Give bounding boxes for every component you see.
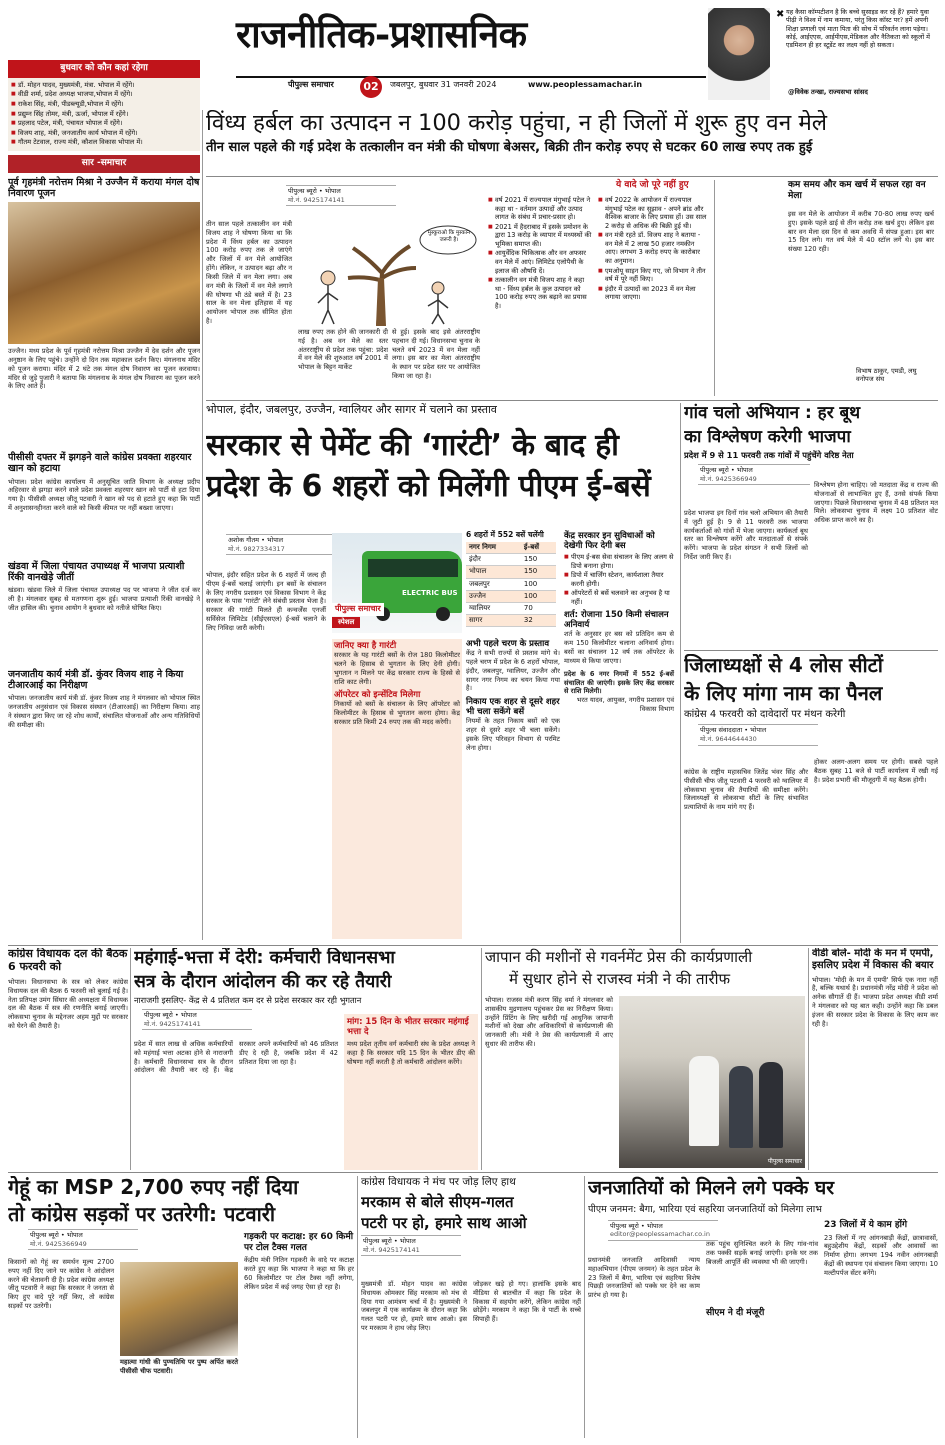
first-phase-box [466,639,560,939]
table-cell: जबलपुर [466,578,521,590]
promise-item: ■ इंदौर में उत्पादों का 2023 में वन मेला लगाया जाएगा। [598,285,708,302]
box-body: केंद्र ने सभी राज्यों से प्रस्ताव मांगे थे। पहले चरण में प्रदेश के 6 शहरों भोपाल, इंदौर, जबलपुर, ग्वालियर, उज्जैन और सागर नगर निगम का चयन किया गया है। [466,649,560,693]
box-title: मांग: 15 दिन के भीतर सरकार महंगाई भत्ता दे [347,1017,469,1038]
promise-item: ■ 2021 में हैदराबाद में इसके प्रमोशन के द्वारा 13 करोड़ के व्यापार में मध्यस्थों की भूमिका समाप्त की। [488,223,592,249]
markam-kicker: कांग्रेस विधायक ने मंच पर जोड़ लिए हाथ [361,1176,516,1188]
byline-name: पीपुल्स ब्यूरो • भोपाल [700,466,753,475]
schedule-item: ■ राकेश सिंह, मंत्री, पीडब्ल्यूडी,भोपाल में रहेंगे। [11,100,197,109]
quote-author: @विवेक तन्खा, राज्यसभा सांसद [788,88,868,96]
side-author: विभाष ठाकुर, एमडी, लघु वनोपज संघ [856,367,917,383]
bus-label-special: स्पेशल [332,617,360,628]
panel-headline: जिलाध्यक्षों से 4 लोस सीटों [684,654,883,677]
bus-table [466,531,556,627]
schedule-item: ■ गौतम टेटवाल, राज्य मंत्री, कौशल विकास भोपाल में। [11,138,197,147]
promises-list [488,196,592,311]
news-title: जनजातीय कार्य मंत्री डॉ. कुंवर विजय शाह ने किया टीआरआई का निरीक्षण [8,668,184,692]
press-body: भोपाल। राजस्व मंत्री करण सिंह वर्मा ने मंगलवार को शासकीय मुद्रणालय पहुंचकर प्रेस का निरीक्षण किया। उन्होंने प्रिंटिंग के लिए खरीदी गई आधुनिक जापानी मशीनों को देखा और अधिकारियों से कार्यप्रणाली की जानकारी ली। मंत्री ने प्रेस की कार्यप्रणाली में आए सुधार की तारीफ की। [485,996,613,1049]
promise-item: ■ वर्ष 2022 के आयोजन में राज्यपाल मंगुभाई पटेल का सुझाव - अपने ब्रांड और वैश्विक बाजार के लिए प्रयास हों। उस साल 2 करोड़ से अधिक की बिक्री हुई थी। [598,196,708,230]
news-body: भोपाल। 'मोदी के मन में एमपी' सिर्फ एक नारा नहीं है, बल्कि यथार्थ है। प्रधानमंत्री नरेंद्र मोदी ने प्रदेश को अनेक सौगातें दी हैं। भाजपा प्रदेश अध्यक्ष वीडी शर्मा ने मंगलवार को यह बात कही। उन्होंने कहा कि डबल इंजन की सरकार प्रदेश के विकास के लिए काम कर रही है। [812,975,938,1028]
byline [698,724,818,745]
cartoon-illustration [298,218,478,326]
da-headline: सत्र के दौरान आंदोलन की कर रहे तैयारी [134,971,392,992]
booth-body: प्रदेश भाजपा इन दिनों गांव चलो अभियान की तैयारी में जुटी हुई है। 9 से 11 फरवरी तक भाजपा कार्यकर्ताओं को गांवों में भेजा जाएगा। कार्यकर्ता बूथ स्तर का विश्लेषण करेंगे और मतदाताओं से संपर्क करेंगे। भाजपा के प्रदेश संगठन ने सभी जिलों को निर्देश जारी किए हैं। [684,509,808,562]
table-cell: 150 [521,566,556,578]
byline-mobile: मो.नं. 9827334317 [228,544,285,553]
wheat-body: किसानों को गेहूं का समर्थन मूल्य 2700 रुपए नहीं दिए जाने पर कांग्रेस ने आंदोलन करने की चेतावनी दी है। प्रदेश कांग्रेस अध्यक्ष जीतू पटवारी ने कहा कि सरकार ने जनता से किए हुए वादे पूरे नहीं किए, तो कांग्रेस सड़कों पर उतरेगी। [8,1258,114,1311]
da-body: प्रदेश में सात लाख से अधिक कर्मचारियों को महंगाई भत्ता अटका होने से नाराजगी है। कर्मचारी विधानसभा सत्र के दौरान आंदोलन की तैयारी कर रहे हैं। केंद्र सरकार अपने कर्मचारियों को 46 प्रतिशत डीए दे रही है, जबकि प्रदेश में 42 प्रतिशत दिया जा रहा है। [134,1040,338,1075]
box-body: सरकार के यह गारंटी बसों के रोज 180 किलोमीटर चलने के हिसाब से भुगतान के लिए देनी होगी। भुगतान न मिलने पर केंद्र सरकार राज्य के हिस्से से राशि काट लेगी। [334,651,460,686]
puja-photo [8,202,200,344]
wheat-photo [120,1262,238,1356]
cong-meeting-story [8,948,128,1170]
panel-headline: के लिए मांगा नाम का पैनल [684,680,883,705]
wheat-headline: गेहूं का MSP 2,700 रुपए नहीं दिया [8,1176,299,1199]
booth-headline: गांव चलो अभियान : हर बूथ [684,403,861,423]
side-title: कम समय और कम खर्च में सफल रहा वन मेला [788,180,926,201]
byline-name: पीपुल्स ब्यूरो • भोपाल [363,1237,416,1246]
byline-mobile: मो.नं. 9644644430 [700,734,757,743]
markam-headline: पटरी पर हो, हमारे साथ आओ [361,1213,527,1232]
ebus-headline: प्रदेश के 6 शहरों को मिलेंगी पीएम ई-बसें [206,468,651,504]
center-facilities [564,531,674,941]
news-title: कांग्रेस विधायक दल की बैठक 6 फरवरी को [8,948,128,973]
vd-story [812,948,938,1170]
markam-headline: मरकाम से बोले सीएम-गलत [361,1192,514,1211]
ebus-body: भोपाल, इंदौर सहित प्रदेश के 6 शहरों में जल्द ही पीएम ई-बसें चलाई जाएंगी। इन बसों के संचालन के लिए नगरीय प्रशासन एवं विकास विभाग ने केंद्र सरकार के पास 'गारंटी' लेने संबंधी प्रस्ताव भेजा है। सरकार की गारंटी मिलते ही कन्वर्जेंस एनर्जी सर्विसेज लिमिटेड (सीईएसएल) ई-बसें चलाने के लिए निविदा जारी करेगी। [206,571,326,632]
box-title: 23 जिलों में ये काम होंगे [824,1220,908,1230]
news-title: पीसीसी दफ्तर में झगड़ने वाले कांग्रेस प्रवक्ता शहरयार खान को हटाया [8,452,192,475]
bus-label: पीपुल्स समाचार [332,603,384,616]
box-title: निकाय एक शहर से दूसरे शहर भी चला सकेंगे बसें [466,697,560,718]
promise-item: ■ वन मंत्री रहते डॉ. विजय शाह ने बताया - वन मेले में 2 लाख 50 हजार नमकीन आए। लगभग 3 करोड़ रुपए के कारोबार का अनुमान। [598,231,708,265]
press-headline: जापान की मशीनों से गवर्नमेंट प्रेस की कार्यप्रणाली [485,948,753,966]
pakke-subhead: पीएम जनमन: बैगा, भारिया एवं सहरिया जनजातियों को मिलेगा लाभ [588,1204,822,1216]
press-story [485,948,805,1170]
news-body: खंडवा। खंडवा जिले में जिला पंचायत उपाध्यक्ष पद पर भाजपा ने जीत दर्ज कर ली है। मंगलवार सुबह से मतगणना शुरू हुई। भाजपा प्रत्याशी रिंकी वानखेड़े ने जीत हासिल की। चुनाव आयोग ने बुधवार को नतीजे घोषित किए। [8,585,200,612]
byline-mobile: मो.नं. 9425366949 [30,1239,87,1248]
table-header: नगर निगम [466,542,521,554]
table-cell: 150 [521,554,556,566]
wheat-story [8,1176,354,1438]
da-headline: महंगाई-भत्ता में देरी: कर्मचारी विधानसभा [134,948,395,968]
byline-name: पीपुल्स ब्यूरो • भोपाल [288,187,341,195]
table-header: ई-बसें [521,542,556,554]
byline-mobile: मो.नं. 9425366949 [700,474,757,483]
booth-headline: का विश्लेषण करेगी भाजपा [684,427,851,448]
lead-body: तीन साल पहले तत्कालीन वन मंत्री विजय शाह ने घोषणा किया था कि प्रदेश में विंध्य हर्बल का उत्पादन 100 करोड़ रुपए तक ले जाएंगे और जिलों में वन मेले आयोजित होंगे। लेकिन, न उत्पादन बढ़ा और न किसी जिले में वन मेला लगा। अब वन मंत्री के जिलों में वन मेले लगाने की घोषणा भी ठंडे बस्ते में है। 23 साल के वन मेला इतिहास में यह आयोजन भोपाल तक सीमित होता है। [206,220,292,326]
panel-body: कांग्रेस के राष्ट्रीय महासचिव जितेंद्र भंवर सिंह और पीसीसी चीफ जीतू पटवारी 4 फरवरी को ग्वालियर में लोकसभा चुनाव की तैयारियों की समीक्षा करेंगे। जिलाध्यक्षों से लोकसभा सीटों के लिए संभावित प्रत्याशियों के नाम मांगे गए हैं। [684,768,808,812]
cartoon-bubble: मुस्कुराओ कि मुस्कान जरूरी है। [427,230,471,243]
markam-body: जोड़कर खड़े हो गए। हालांकि इसके बाद मीडिया से बातचीत में कहा कि प्रदेश के विकास में सहयोग करेंगे, लेकिन कांग्रेस नहीं छोड़ेंगे। मरकाम ने कहा कि वे पार्टी के सच्चे सिपाही हैं। [473,1280,581,1324]
photo-credit: पीपुल्स समाचार [767,1158,802,1166]
booth-subhead: प्रदेश में 9 से 11 फरवरी तक गांवों में पहुंचेंगे वरिष्ठ नेता [684,450,854,461]
table-cell: 100 [521,578,556,590]
byline [698,464,810,485]
side-body: इस वन मेले के आयोजन में करीब 70-80 लाख रुपए खर्च हुए। इसके पहले ढाई से तीन करोड़ तक खर्च हुए। लेकिन इस बार वन मेला दस दिन से कम अवधि में संपन्न हुआ। इस बार 15 दिन लगे। गत वर्ष मेले में 40 स्टॉल लगे थे। इस बार संख्या 120 रही। [788,210,934,254]
promises-list [598,196,708,303]
website: www.peoplessamachar.in [528,80,643,89]
table-title: 6 शहरों में 552 बसें चलेंगी [466,530,544,539]
box-title: शर्त: रोजाना 150 किमी संचालन अनिवार्य [564,610,669,631]
guarantee-box [332,639,462,939]
booth-body: विश्लेषण होना चाहिए। जो मतदाता केंद्र व राज्य की योजनाओं से लाभान्वित हुए हैं, उनसे संपर्क किया जाएगा। पिछले विधानसभा चुनाव में 48 प्रतिशत मत मिले। लोकसभा चुनाव में लक्ष्य 10 प्रतिशत वोट अधिक प्राप्त करने का है। [814,481,938,525]
byline-name: पीपुल्स ब्यूरो • भोपाल [144,1011,197,1020]
box-body: केंद्रीय मंत्री नितिन गड़करी के वादे पर कटाक्ष करते हुए कहा कि भाजपा ने कहा था कि हर 60 किलोमीटर पर टोल टैक्स नहीं लगेगा, लेकिन प्रदेश में कई जगह ऐसा हो रहा है। [244,1256,354,1291]
byline [28,1229,138,1250]
schedule-item: ■ प्रहलाद पटेल, मंत्री, पंचायत भोपाल में रहेंगे। [11,119,197,128]
box-body: नियमों के तहत निकाय बसों को एक शहर से दूसरे शहर भी चला सकेंगे। इसके लिए परिवहन विभाग से परमिट लेना होगा। [466,717,560,752]
ebus-headline: सरकार से पेमेंट की ‘गारंटी’ के बाद ही [206,427,619,463]
byline [226,534,336,555]
bus-table-grid [466,542,556,628]
sar-heading: सार -समाचार [8,155,200,173]
da-demand-box [344,1014,478,1170]
table-cell: सागर [466,615,521,627]
table-cell: 32 [521,615,556,627]
byline [608,1220,718,1241]
works-box [824,1220,938,1438]
news-title: पूर्व गृहमंत्री नरोत्तम मिश्रा ने उज्जैन में कराया मंगल दोष निवारण पूजन [8,176,200,199]
lead-body: लाख रुपए तक होने की जानकारी दी गई है। अब वन मेले का स्तर अंतरराष्ट्रीय से प्रदेश तक पहुंचा: प्रदेश में वन मेले की शुरुआत वर्ष 2001 में भोपाल के बिट्टन मार्केट [298,328,388,372]
box-body: मध्य प्रदेश तृतीय वर्ग कर्मचारी संघ के प्रदेश अध्यक्ष ने कहा है कि सरकार यदि 15 दिन के भीतर डीए की घोषणा नहीं करती है तो कर्मचारी आंदोलन करेंगे। [347,1040,475,1066]
news-title: वीडी बोले- मोदी के मन में एमपी, इसलिए प्रदेश में विकास की बयार [812,948,934,971]
news-body: भोपाल। जनजातीय कार्य मंत्री डॉ. कुंवर विजय शाह ने मंगलवार को भोपाल स्थित जनजातीय अनुसंधान एवं विकास संस्थान (टीआरआई) का निरीक्षण किया। शाह ने संस्थान द्वारा किए जा रहे शोध कार्यों, संचालित योजनाओं और अन्य गतिविधियों की समीक्षा की। [8,694,200,729]
lead-headline: विंध्य हर्बल का उत्पादन न 100 करोड़ पहुंचा, न ही जिलों में शुरू हुए वन मेले [206,110,828,136]
paper-name: पीपुल्स समाचार [288,80,334,89]
box-title: गड़करी पर कटाक्ष: हर 60 किमी पर टोल टैक्स गलत [244,1232,354,1253]
press-photo [619,996,805,1168]
promises-title: ये वादे जो पूरे नहीं हुए [616,180,689,190]
quote-icon: ✖ [776,9,785,20]
byline-name: पीपुल्स ब्यूरो • भोपाल [30,1231,83,1240]
dateline: जबलपुर, बुधवार 31 जनवरी 2024 [390,80,497,89]
facility-item: ■ पीएम ई-बस सेवा संचालन के लिए अलग से डिपो बनाना होगा। [564,553,674,570]
panel-body: होकर अलग-अलग समय पर होगी। सबसे पहले बैठक सुबह 11 बजे से पार्टी कार्यालय में रखी गई है। प्रदेश प्रभारी की मौजूदगी में यह बैठक होगी। [814,758,938,784]
news-body: भोपाल। विधानसभा के सत्र को लेकर कांग्रेस विधायक दल की बैठक 6 फरवरी को बुलाई गई है। नेता प्रतिपक्ष उमंग सिंघार की अध्यक्षता में विधायक दल की बैठक में सत्र की रणनीति बनाई जाएगी। लोकसभा चुनाव के मद्देनजर अहम मुद्दों पर सरकार को घेरने की तैयारी है। [8,977,128,1031]
news-title: खंडवा में जिला पंचायत उपाध्यक्ष में भाजपा प्रत्याशी रिंकी वानखेड़े जीतीं [8,560,185,583]
promise-item: ■ वर्ष 2021 में राज्यपाल मंगुभाई पटेल ने कहा था - वर्तमान उत्पादों और उत्पाद लागत के संबंध में प्रचार-प्रसार हो। [488,196,592,222]
pakke-headline: जनजातियों को मिलने लगे पक्के घर [588,1177,834,1199]
table-cell: ग्वालियर [466,603,521,615]
section-title: राजनीतिक-प्रशासनिक [236,12,527,56]
ebus-photo [332,533,462,633]
byline [142,1009,252,1030]
table-cell: 100 [521,590,556,602]
byline-mobile: मो.नं. 9425174141 [363,1245,420,1254]
panel-subhead: कांग्रेस 4 फरवरी को दावेदारों पर मंथन करेगी [684,709,846,721]
byline-mobile: मो.नं. 9425174141 [288,195,345,204]
schedule-item: ■ प्रद्युम्न सिंह तोमर, मंत्री, ऊर्जा, भोपाल में रहेंगे। [11,110,197,119]
facility-item: ■ ऑपरेटरों से बसें चलवाने का अनुभव है या नहीं। [564,589,674,606]
lead-story [206,110,938,400]
quote-text: यह कैसा कॉम्पटीशन है कि बच्चे सुसाइड कर रहे हैं? हमारे युवा पीढ़ी ने विश्व में नाम कमाया, परंतु किस कॉस्ट पर? हमें अपनी शिक्षा प्रणाली एवं माता पिता की सोच में परिवर्तन लाना पड़ेगा। कोई, आईएएस, आईपीएस,मेडिकल और नैतिकता को स्कूलों में एडमिशन ही हर स्टूडेंट का लक्ष्य नहीं हो सकता। [786,8,930,50]
byline-name: अशोक गौतम • भोपाल [228,536,284,544]
ebus-kicker: भोपाल, इंदौर, जबलपुर, उज्जैन, ग्वालियर और सागर में चलाने का प्रस्ताव [206,403,497,416]
byline-mobile: मो.नं. 9425174141 [144,1019,201,1028]
panel-story [684,654,938,944]
da-subhead: नाराजगी इसलिए- केंद्र से 4 प्रतिशत कम दर से प्रदेश सरकार कर रही भुगतान [134,995,362,1006]
markam-body: मुख्यमंत्री डॉ. मोहन यादव का कांग्रेस विधायक ओमकार सिंह मरकाम को मंच से दिया गया आमंत्रण चर्चा में है। मुख्यमंत्री ने जबलपुर में एक कार्यक्रम के दौरान कहा कि गलत पटरी पर हो, हमारे साथ आओ। इस पर मरकाम ने हाथ जोड़ लिए। [361,1280,467,1333]
table-cell: 70 [521,603,556,615]
promise-item: ■ एमओयू साइन किए गए, जो विभाग ने तीन वर्ष में पूरे नहीं किए। [598,267,708,284]
official-quote: प्रदेश के 6 नगर निगमों में 552 ई-बसें संचालित की जाएंगी। इसके लिए केंद्र सरकार से राशि मिलेगी। [564,669,674,696]
byline [286,185,396,206]
da-story [134,948,478,1170]
news-body: उज्जैन। मध्य प्रदेश के पूर्व गृहमंत्री नरोत्तम मिश्रा उज्जैन में देव दर्शन और पूजन अनुष्ठान के लिए पहुंचे। उन्होंने दो दिन तक महाकाल दर्शन किए। मंगलनाथ मंदिर को पूजन कराया। मंदिर में 2 घंटे तक मंगल दोष निवारण का पूजन करवाया। मंदिर से जुड़े पुजारी ने बताया कि मंगलनाथ के मंगल दोष निवारण का पूजन करने के लिए आते हैं। [8,347,200,391]
byline-email: editor@peoplessamachar.co.in [610,1230,710,1239]
schedule-item: ■ विजय शाह, मंत्री, जनजातीय कार्य भोपाल में रहेंगे। [11,129,197,138]
facility-item: ■ डिपो में चार्जिंग स्टेशन, कार्यशाला तैयार करनी होगी। [564,571,674,588]
wheat-headline: तो कांग्रेस सड़कों पर उतरेगी: पटवारी [8,1201,276,1226]
pakke-ghar-story [588,1176,938,1438]
ebus-story [206,403,676,943]
box-body: निकायों को बसों के संचालन के लिए ऑपरेटर को किलोमीटर के हिसाब से भुगतान करना होगा। केंद्र सरकार प्रति किमी 24 रुपए तक की मदद करेगी। [334,700,460,726]
table-cell: इंदौर [466,554,521,566]
byline-name: पीपुल्स संवाददाता • भोपाल [700,726,767,735]
booth-story [684,403,938,648]
box-body: शर्त के अनुसार हर बस को प्रतिदिन कम से कम 150 किलोमीटर चलाना अनिवार्य होगा। बसों का संचालन 12 वर्ष तक ऑपरेटर के माध्यम से किया जाएगा। [564,630,674,665]
schedule-item: ■ वीडी शर्मा, प्रदेश अध्यक्ष भाजपा,भोपाल में रहेंगे। [11,90,197,99]
table-cell: भोपाल [466,566,521,578]
schedule-heading: बुधवार को कौन कहां रहेगा [8,60,200,78]
byline-name: पीपुल्स ब्यूरो • भोपाल [610,1221,663,1230]
byline [361,1235,461,1256]
schedule-list [8,78,200,151]
promise-item: ■ तत्कालीन वन मंत्री विजय शाह ने कहा था - विंध्य हर्बल के कुल उत्पादन को 100 करोड़ रुपए तक बढ़ाने का प्रयास है। [488,276,592,310]
schedule-item: ■ डॉ. मोहन यादव, मुख्यमंत्री, मंत्रा. भोपाल में रहेंगे। [11,81,197,90]
box-body: 23 जिलों में नए आंगनबाड़ी केंद्रों, छात्रावासों, बहुउद्देशीय केंद्रों, सड़कों और आवासों का निर्माण होगा। लगभग 194 नवीन आंगनबाड़ी केंद्रों की स्थापना एवं संचालन किया जाएगा। 10 मल्टीपर्पज सेंटर बनेंगे। [824,1233,938,1277]
promise-item: ■ आयुर्वेदिक चिकित्सक और वन अफसर वन मेले में आएं। लिमिटेड एलोपैथी के इलाज की औषधि दें। [488,249,592,275]
facility-list [564,553,674,606]
table-cell: उज्जैन [466,590,521,602]
box-title: ऑपरेटर को इन्सेंटिव मिलेगा [334,690,421,701]
box-title: केंद्र सरकार इन सुविधाओं को देखेगी फिर देगी बस [564,531,655,552]
official-name: भरत यादव, आयुक्त, नगरीय प्रशासन एवं विकास विभाग [576,696,674,714]
press-headline: में सुधार होने से राजस्व मंत्री ने की तारीफ [509,969,731,988]
lead-subhead: तीन साल पहले की गई प्रदेश के तत्कालीन वन मंत्री की घोषणा बेअसर, बिक्री तीन करोड़ रुपए से घटकर 60 लाख रुपए तक हुई [206,139,813,155]
quote-author-photo [708,8,770,100]
markam-story [361,1176,581,1438]
pakke-highlight: सीएम ने दी मंजूरी [706,1308,765,1318]
box-title: अभी पहले चरण के प्रस्ताव [466,639,550,649]
toll-box [244,1232,354,1438]
page-number: 02 [360,76,382,98]
bus-sign: ELECTRIC BUS [402,589,458,597]
box-title: जानिए क्या है गारंटी [334,641,397,651]
news-body: भोपाल। प्रदेश कांग्रेस कार्यालय में अनुसूचित जाति विभाग के अध्यक्ष प्रदीप अहिरवार से झगड़ा करने वाले प्रदेश प्रवक्ता शहरयार खान को पार्टी से हटा दिया गया है। पीसीसी अध्यक्ष जीतू पटवारी ने खान को पद से हटाते हुए कहा कि पार्टी में अनुशासनहीनता करने वाले को किसी कीमत पर नहीं बख्शा जाएगा। [8,477,200,512]
pakke-body: प्रधानमंत्री जनजाति आदिवासी न्याय महाअभियान (पीएम जनमन) के तहत प्रदेश के 23 जिलों में बैगा, भारिया एवं सहरिया विशेष पिछड़ी जनजातियों को पक्के घर देने का काम प्रारंभ हो गया है। [588,1256,700,1300]
pakke-body: तक पहुंच सुनिश्चित करने के लिए गांव-गांव तक पक्की सड़कें बनाई जाएंगी। इनके घर तक बिजली आपूर्ति की व्यवस्था भी की जाएगी। [706,1240,818,1266]
lead-body: से हुई। इसके बाद इसे अंतरराष्ट्रीय पहचान दी गई। विधानसभा चुनाव के चलते वर्ष 2023 में वन मेला नहीं लगा। इस बार का मेला अंतरराष्ट्रीय के स्थान पर प्रदेश स्तर पर आयोजित किया जा रहा है। [392,328,480,381]
photo-caption: महात्मा गांधी की पुण्यतिथि पर पुष्प अर्पित करते पीसीसी चीफ पटवारी। [120,1358,238,1375]
